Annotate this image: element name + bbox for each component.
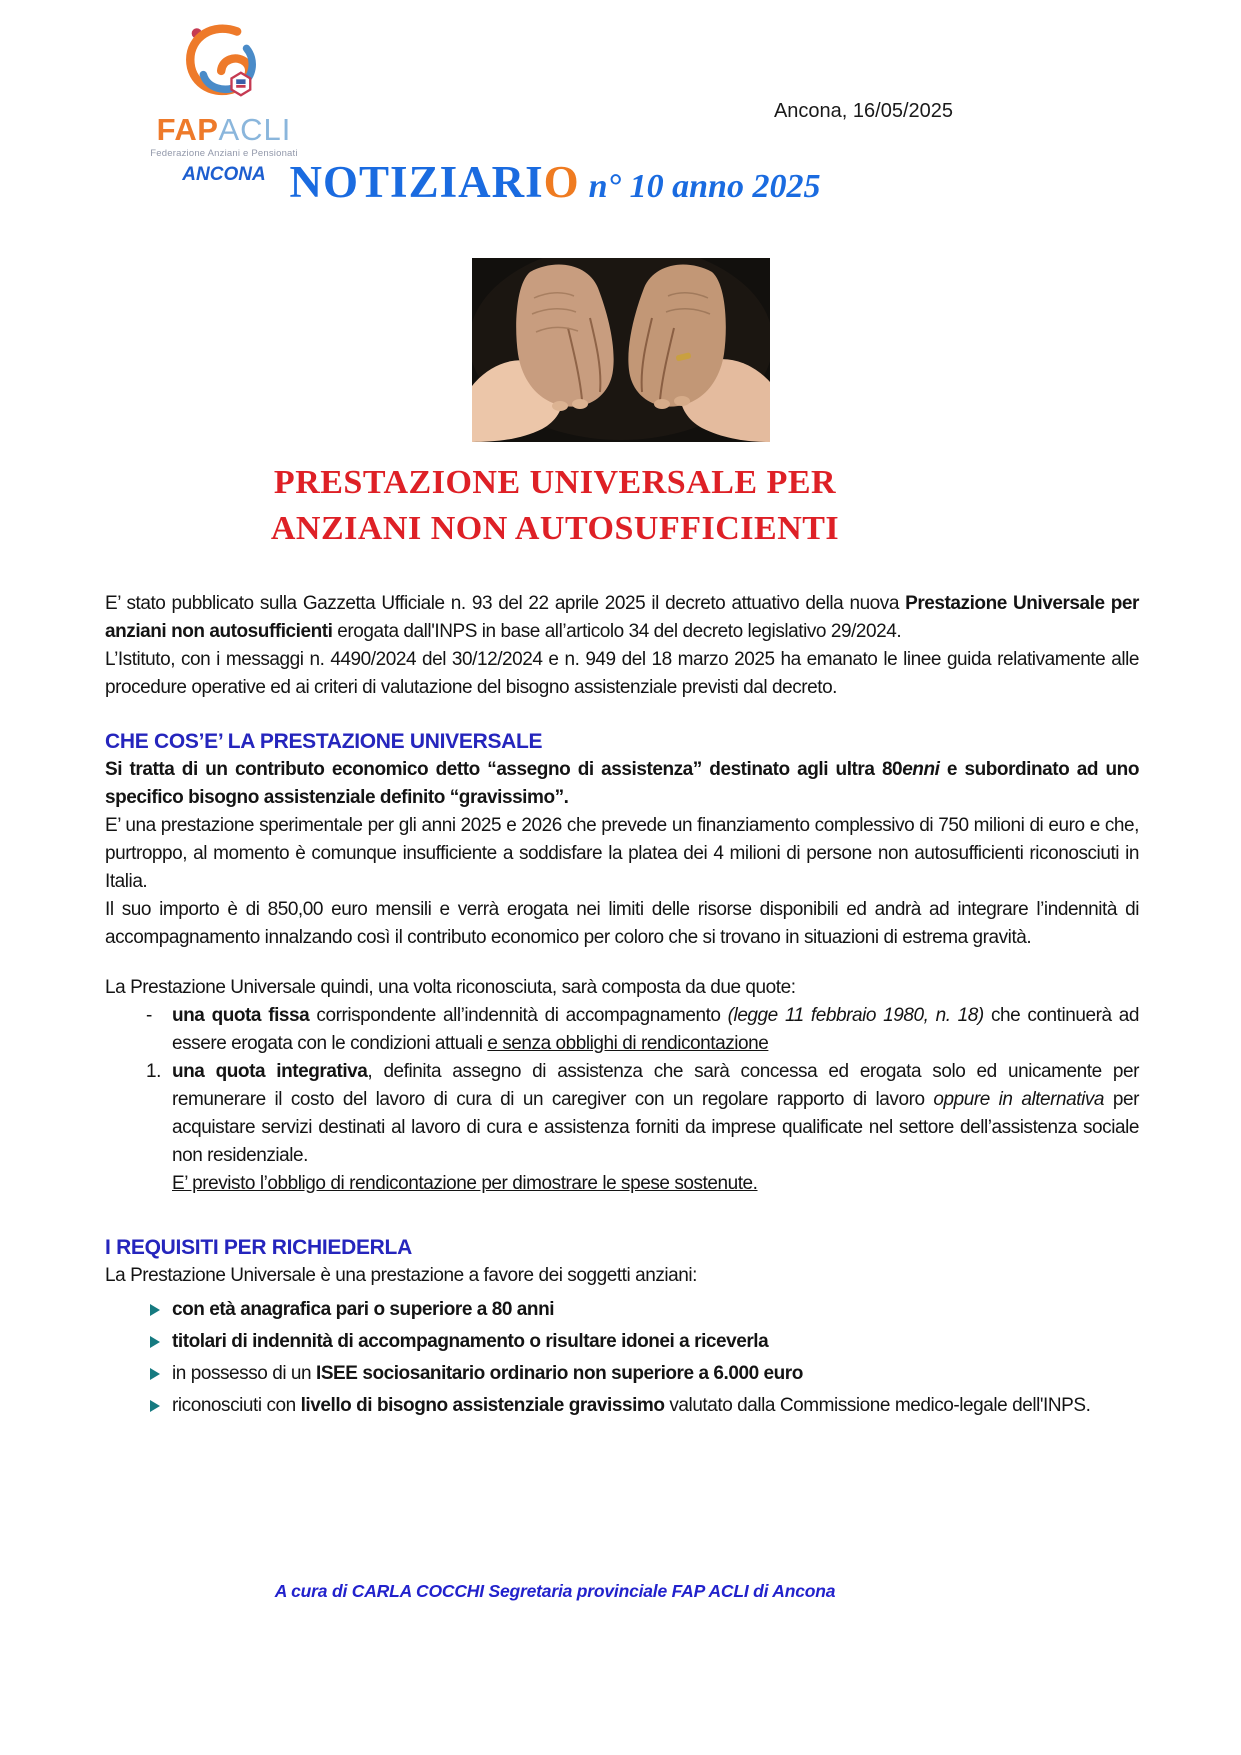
list-item [105,1392,1139,1420]
list-item-text: con età anagrafica pari o superiore a 80 anni [172,1299,555,1320]
title-orange-o: O [543,157,579,207]
list-marker: - [146,1005,152,1026]
article-title-line2: ANZIANI NON AUTOSUFFICIENTI [270,510,840,547]
body-paragraph: Il suo importo è di 850,00 euro mensili e verrà erogata nei limiti delle risorse disponibili ed andrà ad integrare l’indennità di accompagnamento innalzando così il contributo economico per coloro che si trovano in situazioni di estrema gravità. [105,899,1139,948]
article-title [0,460,1110,552]
list-item [105,1002,1139,1058]
logo-city: ANCONA [182,164,266,185]
body-paragraph: Si tratta di un contributo economico detto “assegno di assistenza” destinato agli ultra 80enni e subordinato ad uno specifico bisogno assistenziale definito “gravissimo”. [105,759,1139,808]
page-title [0,156,1110,213]
logo-fap-text: FAP [156,112,219,147]
requisiti-list [105,1296,1139,1420]
logo-acli-text: ACLI [218,112,292,147]
list-marker: 1. [146,1061,161,1082]
list-item-text: in possesso di un ISEE sociosanitario ordinario non superiore a 6.000 euro [172,1363,803,1384]
list-item-text: una quota integrativa, definita assegno di assistenza che sarà concessa ed erogata solo ed unicamente per remunerare il costo del lavoro di cura di un caregiver con un regolare rapporto di lavoro oppure in alternativa per acquistare servizi destinati al lavoro di cura e assistenza forniti da imprese qualificate nel settore dell’assistenza sociale non residenziale. E’ previsto l’obbligo di rendicontazione per dimostrare le spese sostenute. [172,1061,1139,1194]
article-title-line1: PRESTAZIONE UNIVERSALE PER [273,464,837,501]
list-item-text: riconosciuti con livello di bisogno assistenziale gravissimo valutato dalla Commissione medico-legale dell'INPS. [172,1395,1091,1416]
hands-photo [472,258,770,442]
article-body [105,590,1139,1420]
quotes-list [105,1002,1139,1198]
section-heading-requisiti: I REQUISITI PER RICHIEDERLA [105,1236,412,1259]
intro-paragraph: E’ stato pubblicato sulla Gazzetta Ufficiale n. 93 del 22 aprile 2025 il decreto attuativo della nuova Prestazione Universale per anziani non autosufficienti erogata dall'INPS in base all’articolo 34 del decreto legislativo 29/2024. [105,593,1139,642]
title-main: NOTIZIARI [289,157,544,207]
intro-paragraph: L’Istituto, con i messaggi n. 4490/2024 del 30/12/2024 e n. 949 del 18 marzo 2025 ha emanato le linee guida relativamente alle procedure operative ed ai criteri di valutazione del bisogno assistenziale previsti dal decreto. [105,649,1139,698]
logo-subtitle: Federazione Anziani e Pensionati [150,148,298,159]
hands-photo-image [472,258,770,442]
editor-credit: A cura di CARLA COCCHI Segretaria provinciale FAP ACLI di Ancona [274,1581,836,1601]
fapacli-swirl-icon [177,24,271,114]
list-item-text: una quota fissa corrispondente all’indennità di accompagnamento (legge 11 febbraio 1980, n. 18) che continuerà ad essere erogata con le condizioni attuali e senza obblighi di rendicontazione [172,1005,1140,1054]
logo-wordmark [126,114,322,145]
triangle-right-icon [150,1400,160,1412]
body-paragraph: E’ una prestazione sperimentale per gli anni 2025 e 2026 che prevede un finanziamento complessivo di 750 milioni di euro e che, purtroppo, al momento è comunque insufficiente a soddisfare la platea dei 4 milioni di persone non autosufficienti riconosciuti in Italia. [105,815,1139,892]
list-item [105,1296,1139,1324]
list-item-text: titolari di indennità di accompagnamento o risultare idonei a riceverla [172,1331,769,1352]
title-issue: n° 10 anno 2025 [588,168,821,205]
list-item [105,1360,1139,1388]
triangle-right-icon [150,1304,160,1316]
section-heading-what: CHE COS’E’ LA PRESTAZIONE UNIVERSALE [105,730,543,753]
triangle-right-icon [150,1368,160,1380]
quotes-intro: La Prestazione Universale quindi, una volta riconosciuta, sarà composta da due quote: [105,977,796,998]
triangle-right-icon [150,1336,160,1348]
date-line: Ancona, 16/05/2025 [773,100,953,122]
list-item [105,1328,1139,1356]
requisiti-intro: La Prestazione Universale è una prestazione a favore dei soggetti anziani: [105,1265,697,1286]
list-item [105,1058,1139,1198]
acli-emblem-icon [232,73,251,96]
